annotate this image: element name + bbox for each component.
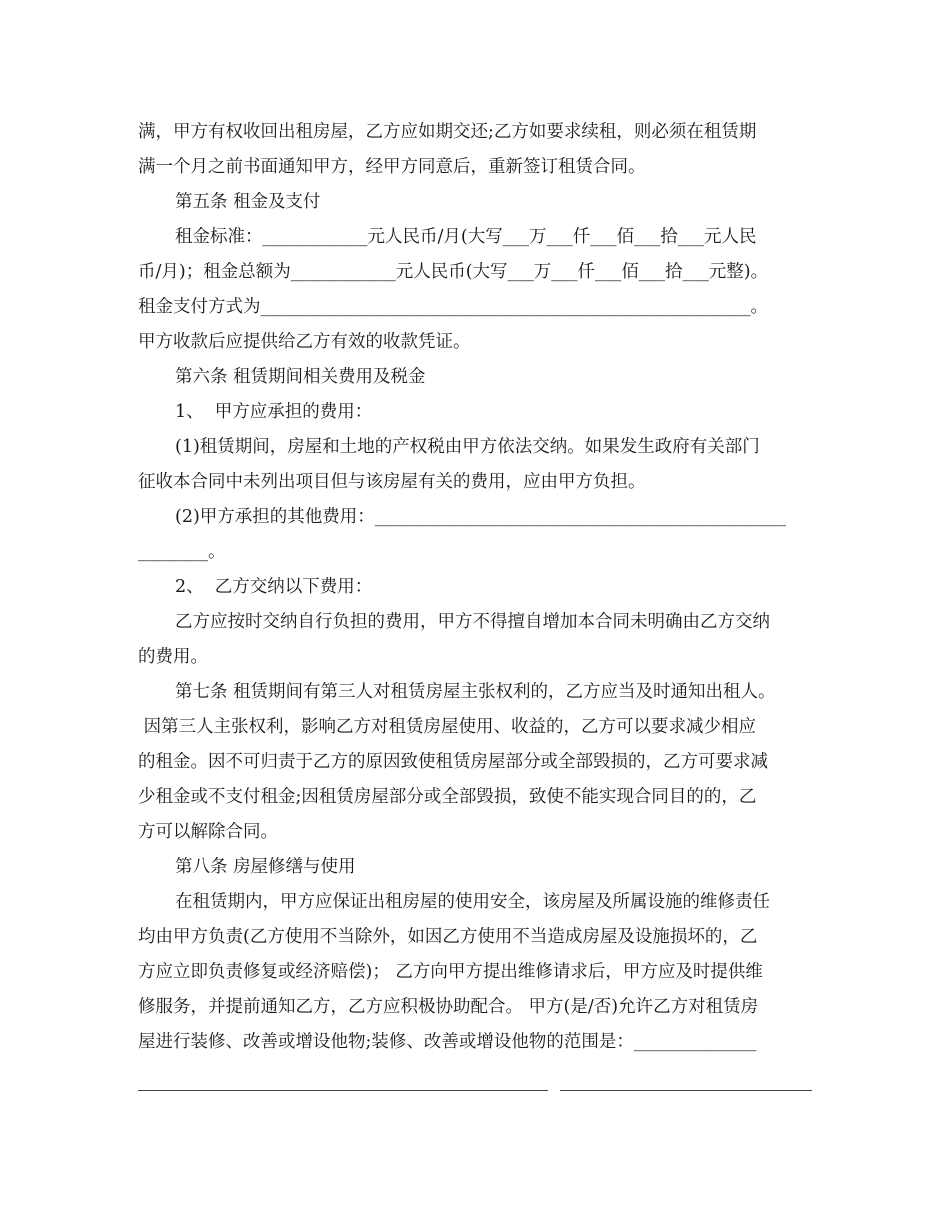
text-line: (1)租赁期间，房屋和土地的产权税由甲方依法交纳。如果发生政府有关部门: [175, 437, 760, 457]
text-line: 均由甲方负责(乙方使用不当除外，如因乙方使用不当造成房屋及设施损坏的，乙: [138, 927, 758, 947]
text-line: 甲方收款后应提供给乙方有效的收款凭证。: [138, 332, 471, 352]
text-line: 方应立即负责修复或经济赔偿)； 乙方向甲方提出维修请求后，甲方应及时提供维: [138, 962, 763, 982]
text-line: 2、 乙方交纳以下费用：: [175, 577, 373, 597]
text-line: 方可以解除合同。: [138, 822, 278, 842]
section-heading: 第五条 租金及支付: [175, 192, 321, 212]
section-heading: 第七条 租赁期间有第三人对租赁房屋主张权利的，乙方应当及时通知出租人。: [175, 682, 776, 702]
section-heading: 第八条 房屋修缮与使用: [175, 857, 356, 877]
text-line: (2)甲方承担的其他费用：_______________________________________________: [175, 507, 787, 527]
text-line: 满，甲方有权收回出租房屋，乙方应如期交还;乙方如要求续租，则必须在租赁期: [138, 122, 757, 142]
text-line: 征收本合同中未列出项目但与该房屋有关的费用，应由甲方负担。: [138, 472, 646, 492]
text-line: 满一个月之前书面通知甲方，经甲方同意后，重新签订租赁合同。: [138, 157, 646, 177]
text-line: 屋进行装修、改善或增设他物;装修、改善或增设他物的范围是：______________: [138, 1032, 757, 1052]
text-line: ________。: [138, 542, 226, 562]
text-line: 修服务，并提前通知乙方，乙方应积极协助配合。 甲方(是/否)允许乙方对租赁房: [138, 997, 759, 1017]
text-line: 的租金。因不可归责于乙方的原因致使租赁房屋部分或全部毁损的，乙方可要求减: [138, 752, 768, 772]
text-line: 币/月)；租金总额为____________元人民币(大写___万___仟___佰___拾___元整)。: [138, 262, 769, 282]
text-line: 乙方应按时交纳自行负担的费用，甲方不得擅自增加本合同未明确由乙方交纳: [175, 612, 770, 632]
blank-underline: [560, 1090, 812, 1091]
blank-underline: [138, 1090, 548, 1091]
section-heading: 第六条 租赁期间相关费用及税金: [175, 367, 426, 387]
text-line: 租金标准：____________元人民币/月(大写___万___仟___佰___拾___元人民: [175, 227, 757, 247]
text-line: 少租金或不支付租金;因租赁房屋部分或全部毁损，致使不能实现合同目的的，乙: [138, 787, 757, 807]
text-line: 在租赁期内，甲方应保证出租房屋的使用安全，该房屋及所属设施的维修责任: [175, 892, 770, 912]
text-line: 1、 甲方应承担的费用：: [175, 402, 373, 422]
text-line: 因第三人主张权利，影响乙方对租赁房屋使用、收益的，乙方可以要求减少相应: [138, 717, 757, 737]
text-line: 的费用。: [138, 647, 208, 667]
text-line: 租金支付方式为________________________________________________________。: [138, 297, 768, 317]
